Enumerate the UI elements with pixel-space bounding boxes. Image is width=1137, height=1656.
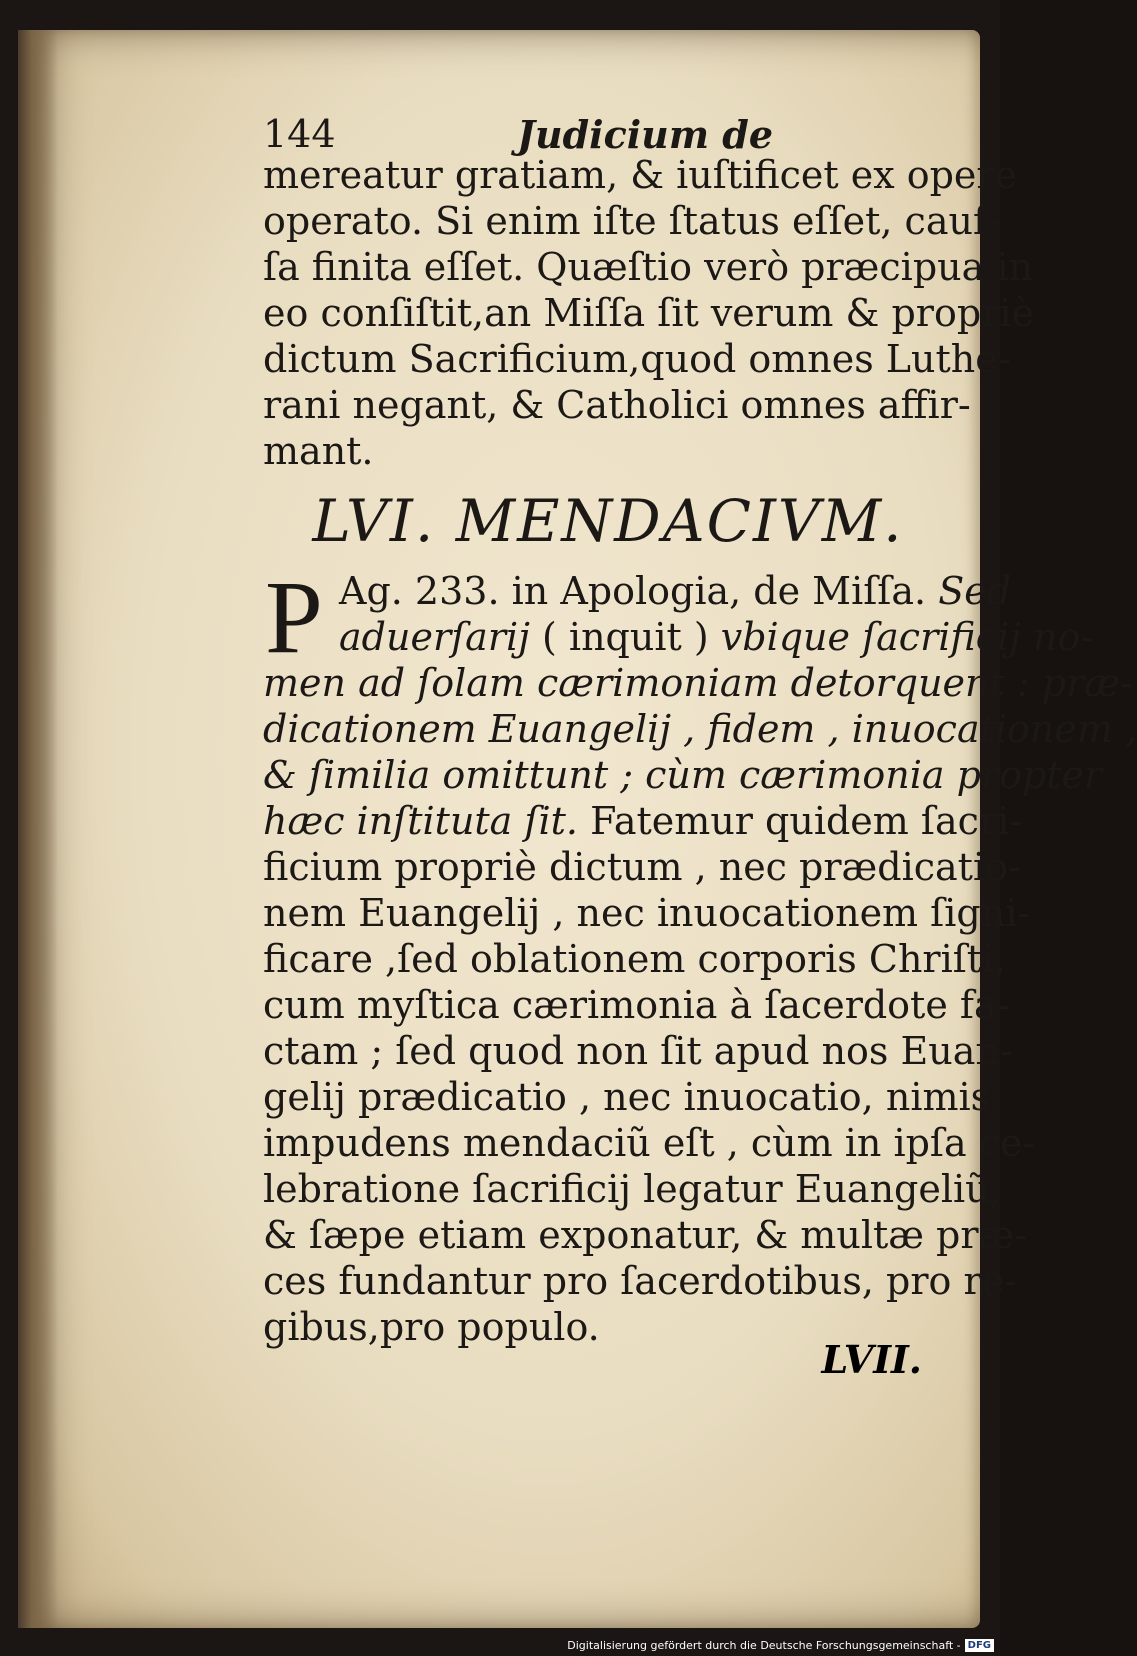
italic-span: vbique ſacrificij no- — [720, 615, 1094, 659]
section-heading: LVI. MENDACIVM. — [312, 487, 904, 555]
text-span: ( inquit ) — [542, 615, 721, 659]
digitization-footer — [567, 1639, 994, 1652]
paragraph-1 — [263, 152, 1034, 474]
text-line: gelij prædicatio , nec inuocatio, nimis — [263, 1075, 991, 1119]
text-line: dictum Sacrificium,quod omnes Luthe- — [263, 337, 1011, 381]
text-line — [263, 798, 1023, 844]
page-gutter — [18, 30, 58, 1628]
text-line: ctam ; ſed quod non ſit apud nos Euan- — [263, 1029, 1013, 1073]
text-line: mant. — [263, 429, 374, 473]
text-block — [263, 90, 1137, 1350]
text-line: ficium propriè dictum , nec prædicatio- — [263, 845, 1021, 889]
text-line — [263, 614, 1094, 660]
italic-span: hæc inſtituta ſit. — [263, 799, 591, 843]
text-span: Fatemur quidem ſacri- — [590, 799, 1023, 843]
text-line — [263, 568, 1012, 614]
text-line: eo conſiſtit,an Miſſa ſit verum & propriè — [263, 291, 1034, 335]
dfg-logo: DFG — [965, 1639, 994, 1652]
text-line: rani negant, & Catholici omnes affir- — [263, 383, 971, 427]
text-line: gibus,pro populo. — [263, 1305, 600, 1349]
page-number: 144 — [263, 112, 336, 156]
running-head: Judicium de — [517, 112, 773, 157]
footer-text: Digitalisierung gefördert durch die Deutsche Forschungsgemeinschaft - — [567, 1639, 961, 1652]
text-line: impudens mendaciũ eſt , cùm in ipſa ce- — [263, 1121, 1036, 1165]
paragraph-2 — [263, 560, 1137, 1350]
text-line: men ad ſolam cærimoniam detorquent : præ- — [263, 661, 1133, 705]
text-line: nem Euangelij , nec inuocationem ſigni- — [263, 891, 1031, 935]
text-line: ces fundantur pro ſacerdotibus, pro re- — [263, 1259, 1017, 1303]
text-line: & ſæpe etiam exponatur, & multæ præ- — [263, 1213, 1028, 1257]
text-line: lebratione ſacrificij legatur Euangeliũ, — [263, 1167, 1002, 1211]
italic-span: aduerſarij — [339, 615, 543, 659]
text-line: ſa finita eſſet. Quæſtio verò præcipua in — [263, 245, 1033, 289]
catchword: LVII. — [821, 1337, 922, 1382]
text-line: cum myſtica cærimonia à ſacerdote fa- — [263, 983, 1010, 1027]
text-line: ficare ,ſed oblationem corporis Chriſti, — [263, 937, 1007, 981]
text-line: & ſimilia omittunt ; cùm cærimonia propter — [263, 753, 1103, 797]
text-line: mereatur gratiam, & iuſtificet ex opere — [263, 153, 1018, 197]
italic-span: Sed — [938, 569, 1012, 613]
text-line: operato. Si enim iſte ſtatus eſſet, cauſ- — [263, 199, 1000, 243]
drop-capital: P — [265, 560, 323, 675]
page-header — [263, 90, 953, 157]
book-page — [18, 30, 1137, 1628]
text-line: dicationem Euangelij , fidem , inuocationem , — [263, 707, 1137, 751]
text-span: Ag. 233. in Apologia, de Miſſa. — [339, 569, 939, 613]
